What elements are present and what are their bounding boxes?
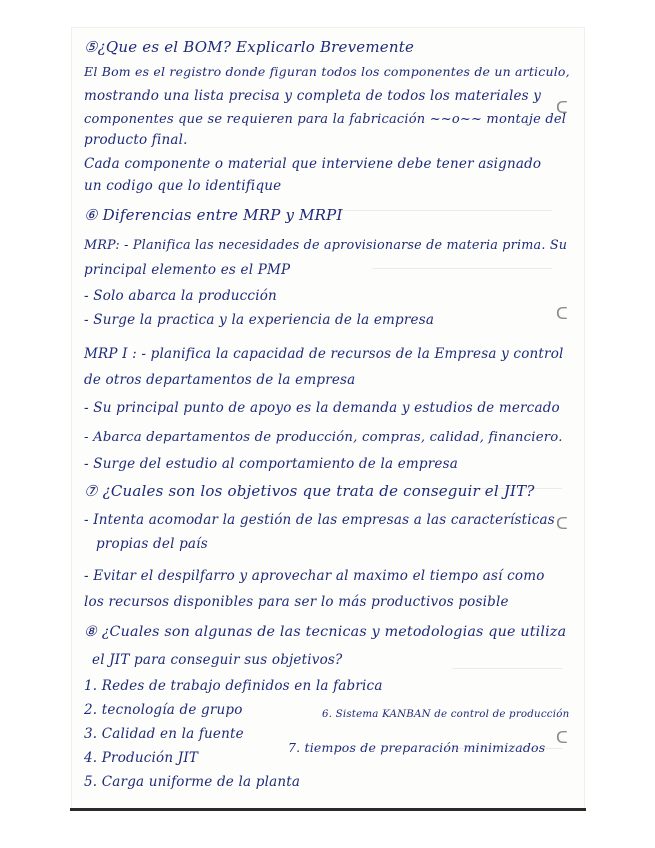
answer-line: MRP I : - planifica la capacidad de recursos de la Empresa y control [84,346,564,362]
question-5-heading: ⑤¿Que es el BOM? Explicarlo Brevemente [84,38,415,56]
list-item: 1. Redes de trabajo definidos en la fabrica [84,678,383,694]
answer-line: mostrando una lista precisa y completa de todos los materiales y [84,88,542,104]
question-7-heading: ⑦ ¿Cuales son los objetivos que trata de conseguir el JIT? [84,482,535,500]
answer-line: el JIT para conseguir sus objetivos? [92,652,343,668]
bullet-line: - Abarca departamentos de producción, compras, calidad, financiero. [84,430,563,445]
answer-line: principal elemento es el PMP [84,262,291,278]
margin-mark: ᑕ [556,304,568,323]
bullet-line: - Surge la practica y la experiencia de la empresa [84,312,435,328]
margin-mark: ᑕ [556,514,568,533]
bleed-through-mark [332,210,552,211]
list-item: 3. Calidad en la fuente [84,726,244,742]
bullet-line: - Solo abarca la producción [84,288,277,304]
list-item: 4. Produción JIT [84,750,199,766]
answer-line: de otros departamentos de la empresa [84,372,356,388]
bullet-line: - Evitar el despilfarro y aprovechar al maximo el tiempo así como [84,568,545,584]
list-item: 2. tecnología de grupo [84,702,243,718]
answer-line: producto final. [84,132,188,148]
answer-line: componentes que se requieren para la fabricación ~~o~~ montaje del [84,112,567,127]
list-item: 5. Carga uniforme de la planta [84,774,301,790]
bullet-line: - Su principal punto de apoyo es la demanda y estudios de mercado [84,400,560,416]
bullet-line: - Intenta acomodar la gestión de las empresas a las características [84,512,555,528]
answer-line: propias del país [96,536,208,552]
bleed-through-mark [372,268,552,269]
margin-mark: ᑕ [556,98,568,117]
bleed-through-mark [452,668,562,669]
list-item: 6. Sistema KANBAN de control de producción [322,708,570,720]
page-bottom-edge [70,808,586,811]
answer-line: Cada componente o material que interviene debe tener asignado [84,156,542,172]
question-6-heading: ⑥ Diferencias entre MRP y MRPI [84,206,343,224]
answer-line: los recursos disponibles para ser lo más productivos posible [84,594,509,610]
bullet-line: - Surge del estudio al comportamiento de la empresa [84,456,458,472]
answer-line: El Bom es el registro donde figuran todos los componentes de un articulo, [84,64,570,79]
list-item: 7. tiempos de preparación minimizados [288,740,546,755]
answer-line: un codigo que lo identifique [84,178,282,194]
question-8-heading: ⑧ ¿Cuales son algunas de las tecnicas y metodologias que utiliza [84,624,567,640]
answer-line: MRP: - Planifica las necesidades de aprovisionarse de materia prima. Su [84,238,568,253]
margin-mark: ᑕ [556,728,568,747]
